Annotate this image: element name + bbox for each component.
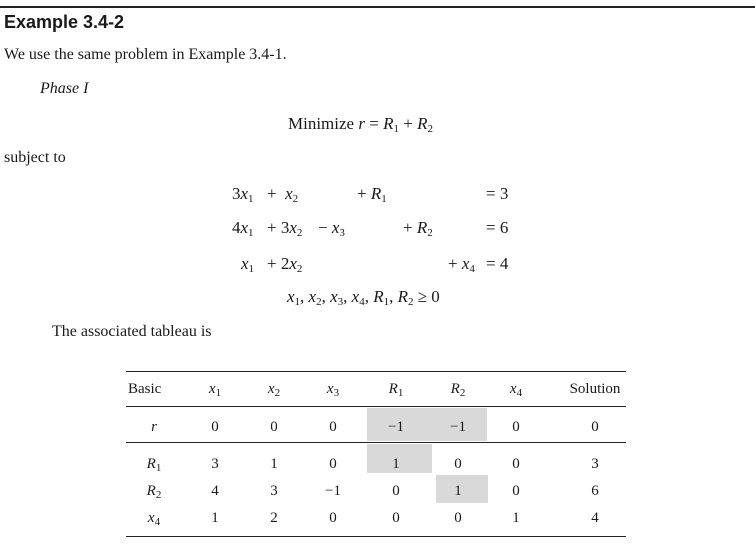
constraint-3-term-x2: + $2x_2$ (267, 254, 303, 275)
constraint-2-rhs: = 6 (486, 218, 509, 237)
table-header-3: $x_3$ (326, 381, 340, 399)
table-row-3-basic: $x_4$ (147, 510, 161, 528)
table-rule-objective (126, 442, 626, 443)
objective-var: r (358, 114, 365, 133)
table-row-2-cell-4: 0 (392, 483, 400, 499)
table-row-3-cell-5: 0 (454, 510, 462, 526)
table-row-3-cell-7: 4 (591, 510, 599, 526)
table-row-0-cell-4: −1 (388, 419, 404, 435)
table-row-2-cell-3: −1 (325, 483, 341, 499)
table-row-2-cell-7: 6 (591, 483, 599, 499)
table-rule-header (126, 406, 626, 407)
constraint-1-term-r1: + $R_1$ (357, 184, 387, 205)
table-row-0-cell-1: 0 (211, 419, 219, 435)
constraint-2-term-x1: $4x_1$ (232, 218, 254, 239)
table-row-1-cell-6: 0 (512, 456, 520, 472)
table-header-6: $x_4$ (509, 381, 523, 399)
constraint-3-term-x4: + $x_4$ (448, 254, 475, 275)
table-row-3-cell-6: 1 (512, 510, 520, 526)
constraint-2-term-r2: + $R_2$ (403, 218, 433, 239)
constraint-1-rhs: = 3 (486, 184, 509, 203)
table-row-0-cell-5: −1 (450, 419, 466, 435)
table-row-0-cell-2: 0 (270, 419, 278, 435)
objective-term-r1: R (383, 114, 394, 133)
table-row-3-cell-3: 0 (329, 510, 337, 526)
example-heading: Example 3.4-2 (4, 12, 125, 32)
table-row-3-cell-2: 2 (270, 510, 278, 526)
table-header-5: $R_2$ (450, 381, 466, 399)
shade-objective-artificials (367, 408, 487, 441)
table-header-0: Basic (128, 381, 162, 397)
table-header-1: $x_1$ (208, 381, 222, 399)
objective-term-r2: R (417, 114, 428, 133)
constraint-2-term-x3: − $x_3$ (318, 218, 345, 239)
table-row-2-basic: $R_2$ (146, 483, 162, 501)
table-row-0-cell-7: 0 (591, 419, 599, 435)
constraint-1-term-x2: + $x_2$ (267, 184, 299, 205)
table-row-1-cell-5: 0 (454, 456, 462, 472)
constraint-3-term-x1: $x_1$ (241, 254, 255, 275)
table-row-1-cell-1: 3 (211, 456, 219, 472)
objective-plus: + (403, 114, 413, 133)
top-rule (0, 6, 755, 8)
table-row-0-basic: r (151, 419, 157, 435)
constraint-2-term-x2: + $3x_2$ (267, 218, 303, 239)
table-row-3-cell-1: 1 (211, 510, 219, 526)
table-row-1-cell-3: 0 (329, 456, 337, 472)
simplex-tableau (126, 371, 626, 537)
table-header-4: $R_1$ (388, 381, 404, 399)
table-row-1-cell-7: 3 (591, 456, 599, 472)
table-row-0-cell-3: 0 (329, 419, 337, 435)
objective-term-r1-sub: 1 (393, 123, 399, 135)
objective-function (288, 114, 433, 135)
table-row-0-cell-6: 0 (512, 419, 520, 435)
table-header-7: Solution (569, 381, 621, 397)
nonnegativity-constraint: $x_1$, $x_2$, $x_3$, $x_4$, $R_1$, $R_2 \ge 0$ (287, 287, 440, 308)
shade-r2-pivot (436, 475, 488, 503)
table-row-2-cell-5: 1 (454, 483, 462, 499)
objective-eq: = (369, 114, 379, 133)
table-row-3-cell-4: 0 (392, 510, 400, 526)
table-row-2-cell-2: 3 (270, 483, 278, 499)
table-row-1-cell-2: 1 (270, 456, 278, 472)
subject-to-label: subject to (4, 149, 66, 166)
table-row-2-cell-6: 0 (512, 483, 520, 499)
table-row-1-cell-4: 1 (392, 456, 400, 472)
objective-word: Minimize (288, 114, 355, 133)
constraint-1-term-x1: $3x_1$ (232, 184, 254, 205)
table-rule-bottom (126, 536, 626, 537)
constraint-3-rhs: = 4 (486, 254, 509, 273)
table-row-2-cell-1: 4 (211, 483, 219, 499)
phase-label: Phase I (40, 80, 89, 97)
intro-text: We use the same problem in Example 3.4-1. (4, 46, 287, 63)
table-rule-top (126, 371, 626, 372)
table-row-1-basic: $R_1$ (146, 456, 162, 474)
tableau-caption: The associated tableau is (52, 323, 212, 340)
table-header-2: $x_2$ (267, 381, 281, 399)
objective-term-r2-sub: 2 (427, 123, 433, 135)
